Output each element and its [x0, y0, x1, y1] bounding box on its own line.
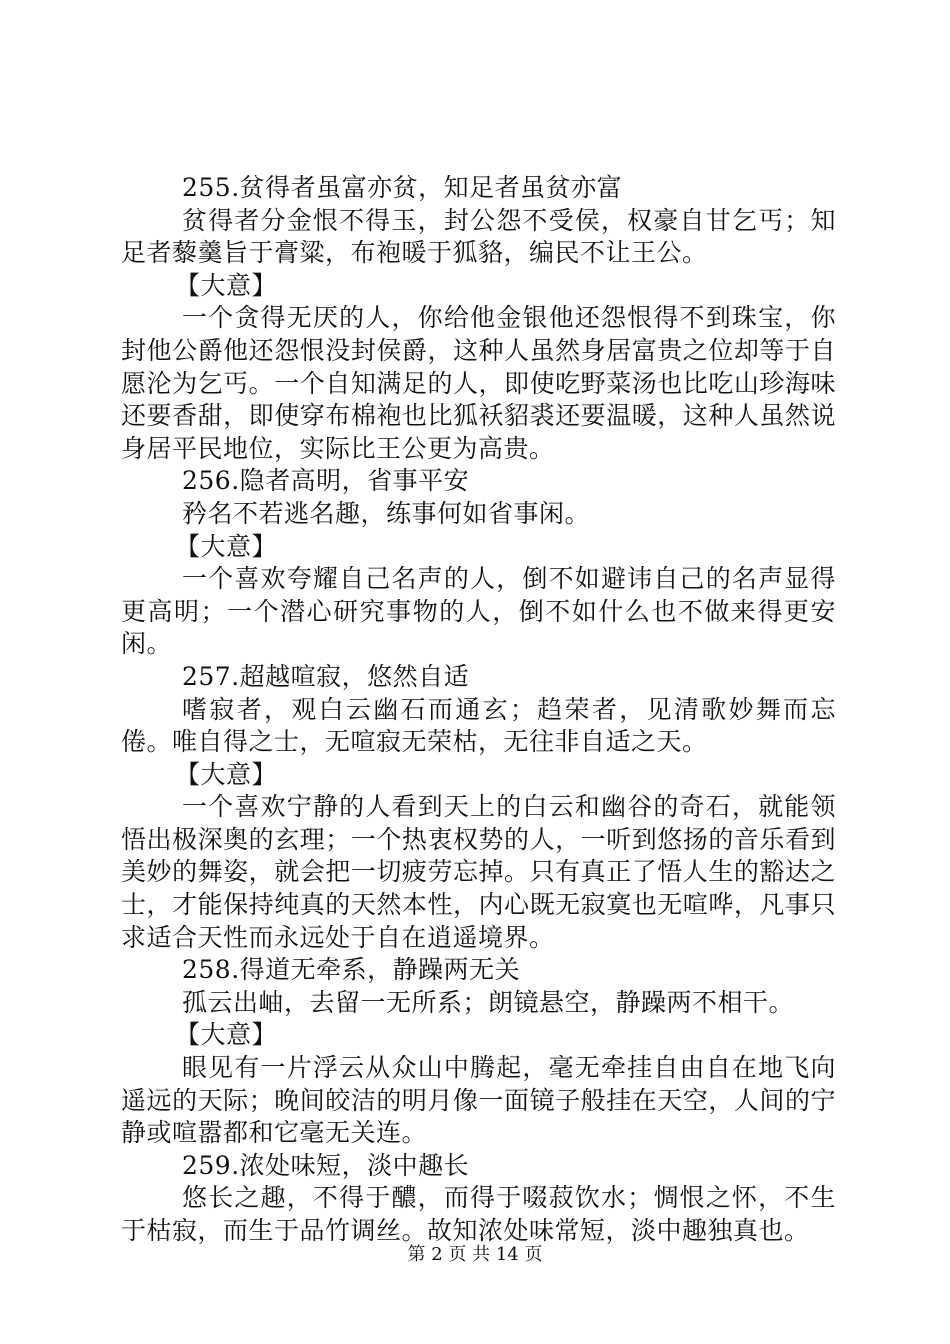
section-heading: 256.隐者高明，省事平安 [182, 466, 470, 496]
section-meaning: 一个贪得无厌的人，你给他金银他还怨恨得不到珠宝，你封他公爵他还怨恨没封侯爵，这种人虽然身居富贵之位却等于自愿沦为乞丐。一个自知满足的人，即使吃野菜汤也比吃山珍海味还要香甜，即使穿布棉袍也比狐袄貂裘还要温暖，这种人虽然说身居平民地位，实际比王公更为高贵。 [121, 303, 836, 463]
section-meaning: 一个喜欢宁静的人看到天上的白云和幽谷的奇石，就能领悟出极深奥的玄理；一个热衷权势的人，一听到悠扬的音乐看到美妙的舞姿，就会把一切疲劳忘掉。只有真正了悟人生的豁达之士，才能保持纯真的天然本性，内心既无寂寞也无喧哗，凡事只求适合天性而永远处于自在逍遥境界。 [121, 792, 836, 952]
section-heading: 259.浓处味短，淡中趣长 [182, 1150, 470, 1180]
section-heading: 257.超越喧寂，悠然自适 [182, 661, 470, 691]
section-original-text: 贫得者分金恨不得玉，封公怨不受侯，权豪自甘乞丐；知足者藜羹旨于膏粱，布袍暖于狐貉，编民不让王公。 [121, 205, 836, 268]
section-original-text: 嗜寂者，观白云幽石而通玄；趋荣者，见清歌妙舞而忘倦。唯自得之士，无喧寂无荣枯，无往非自适之天。 [121, 694, 836, 757]
section-heading: 258.得道无牵系，静躁两无关 [182, 955, 521, 985]
section-original-text: 矜名不若逃名趣，练事何如省事闲。 [182, 498, 591, 528]
meaning-label: 【大意】 [175, 759, 278, 789]
section-original-text: 悠长之趣，不得于醲，而得于啜菽饮水；惆恨之怀，不生于枯寂，而生于品竹调丝。故知浓处味常短，淡中趣独真也。 [121, 1183, 836, 1245]
section-meaning: 一个喜欢夸耀自己名声的人，倒不如避讳自己的名声显得更高明；一个潜心研究事物的人，倒不如什么也不做来得更安闲。 [121, 564, 836, 659]
document-body [121, 172, 836, 1248]
meaning-label: 【大意】 [175, 1020, 278, 1050]
page-footer: 第 2 页 共 14 页 [407, 1244, 543, 1265]
meaning-label: 【大意】 [175, 270, 278, 300]
section-meaning: 眼见有一片浮云从众山中腾起，毫无牵挂自由自在地飞向遥远的天际；晚间皎洁的明月像一面镜子般挂在天空，人间的宁静或喧嚣都和它毫无关连。 [121, 1053, 836, 1148]
section-heading: 255.贫得者虽富亦贫，知足者虽贫亦富 [182, 173, 623, 202]
section-original-text: 孤云出岫，去留一无所系；朗镜悬空，静躁两不相干。 [182, 987, 795, 1017]
meaning-label: 【大意】 [175, 531, 278, 561]
